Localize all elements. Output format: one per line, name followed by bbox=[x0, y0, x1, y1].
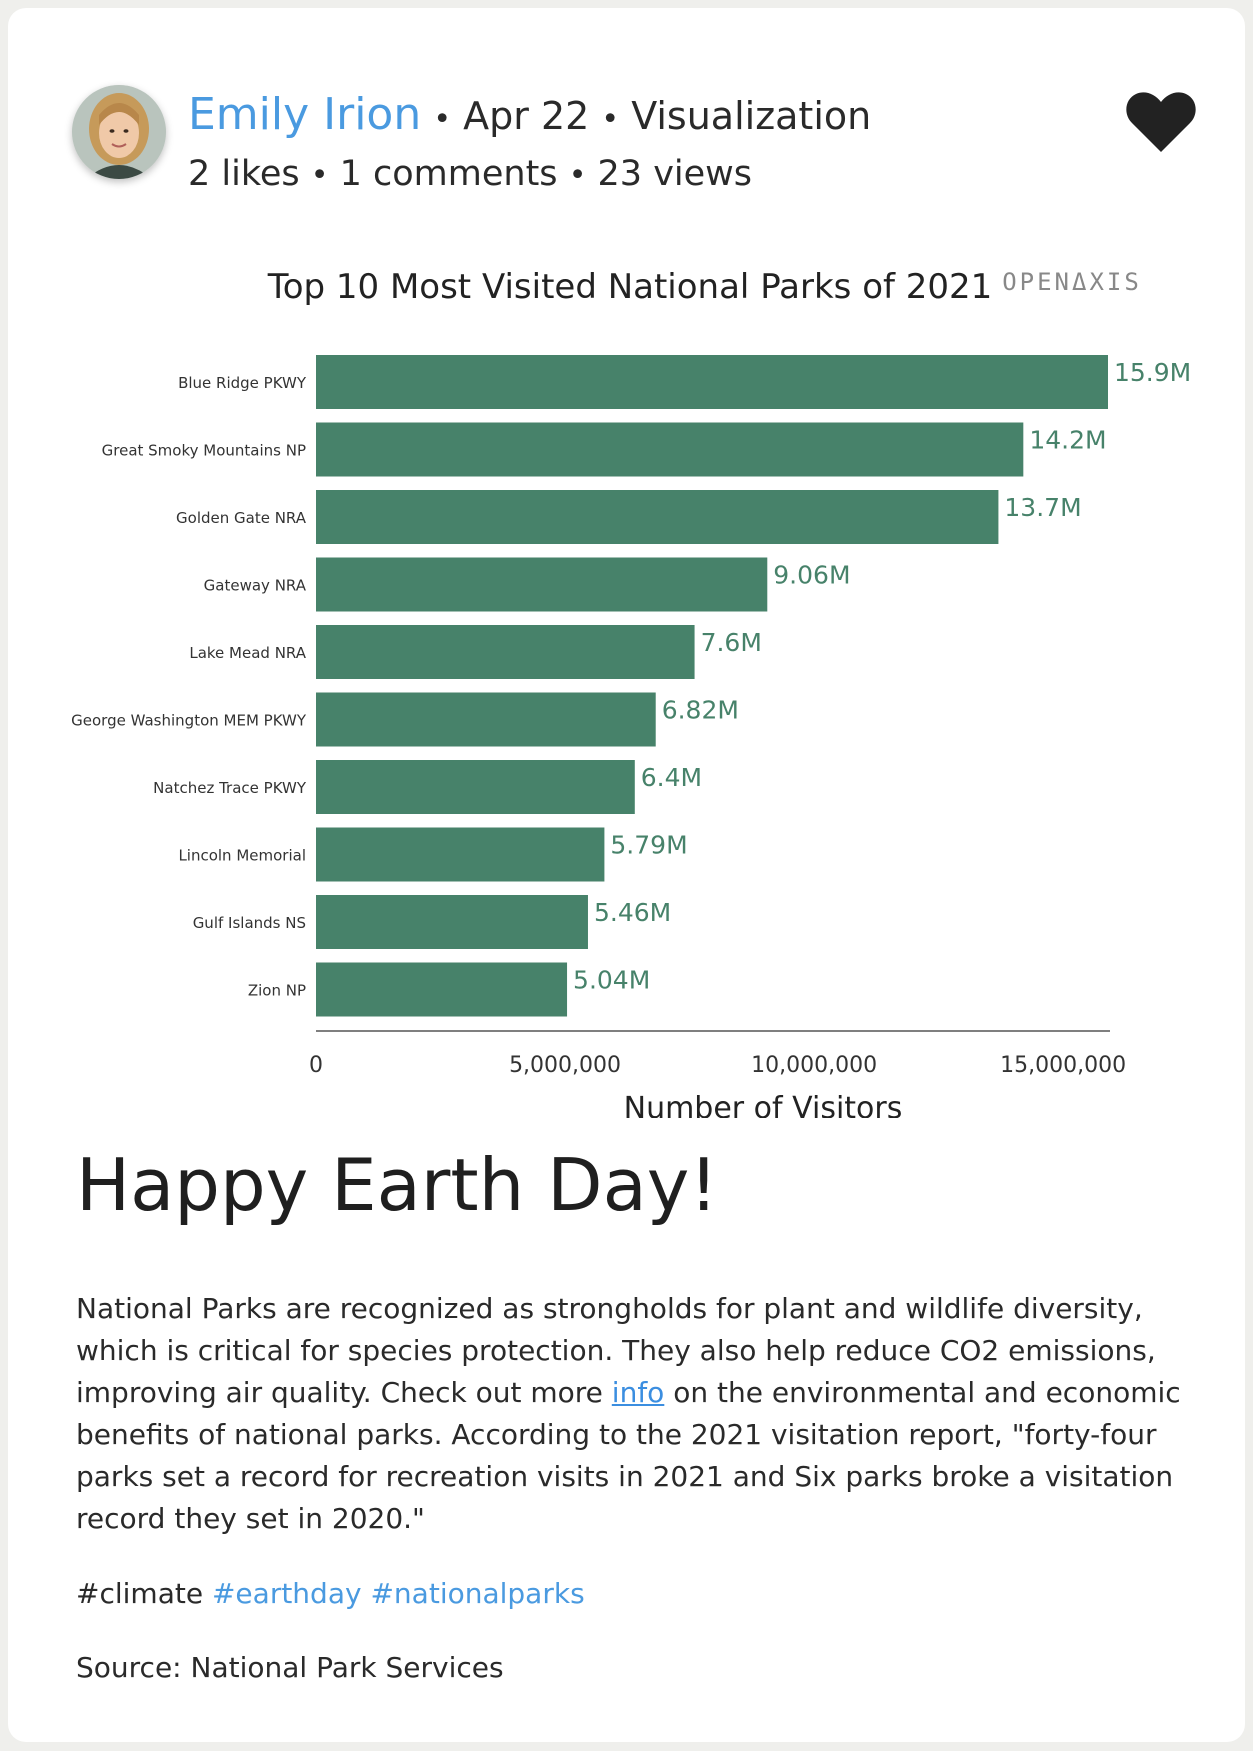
post-paragraph bbox=[76, 1288, 1196, 1540]
views-count: 23 views bbox=[597, 154, 753, 194]
bar[interactable] bbox=[316, 760, 635, 814]
category-label: Zion NP bbox=[247, 981, 306, 1000]
bar[interactable] bbox=[316, 693, 656, 747]
category-label: Gateway NRA bbox=[203, 576, 306, 595]
x-tick-label: 10,000,000 bbox=[751, 1053, 878, 1078]
source-value: National Park Services bbox=[190, 1651, 504, 1684]
data-label: 13.7M bbox=[1004, 493, 1082, 522]
x-tick-label: 0 bbox=[309, 1053, 323, 1078]
category-label: Gulf Islands NS bbox=[192, 914, 306, 932]
category-label: George Washington MEM PKWY bbox=[71, 711, 306, 730]
category-label: Lincoln Memorial bbox=[178, 846, 306, 865]
meta-separator: • bbox=[310, 158, 329, 193]
category-label: Lake Mead NRA bbox=[189, 644, 306, 662]
post-date: Apr 22 bbox=[463, 94, 590, 138]
x-tick-label: 5,000,000 bbox=[509, 1053, 622, 1078]
tag-list bbox=[76, 1574, 585, 1614]
bar[interactable] bbox=[316, 895, 588, 949]
meta-separator: • bbox=[601, 102, 620, 137]
bar[interactable] bbox=[316, 558, 767, 612]
paragraph-text-1: National Parks are recognized as strongholds for plant and wildlife diversity, which is critical for species protection. They also help reduce CO2 emissions, improving air quality. Check out more bbox=[76, 1292, 1156, 1409]
data-label: 5.46M bbox=[593, 898, 672, 927]
tag-nationalparks[interactable]: #nationalparks bbox=[370, 1577, 585, 1610]
comments-count: 1 comments bbox=[339, 154, 558, 194]
bar[interactable] bbox=[316, 355, 1108, 409]
data-label: 14.2M bbox=[1029, 425, 1107, 455]
category-label: Great Smoky Mountains NP bbox=[101, 441, 306, 460]
x-tick-label: 15,000,000 bbox=[1000, 1053, 1127, 1078]
paragraph-text-2: on the environmental and economic benefits of national parks. According to the 2021 visitation report, "forty-four parks set a record for recreation visits in 2021 and Six parks broke a visitation record they set in 2020." bbox=[76, 1376, 1181, 1535]
data-label: 6.82M bbox=[661, 695, 739, 725]
chart-watermark: OPENΔXIS bbox=[1002, 268, 1142, 296]
bar[interactable] bbox=[316, 625, 695, 679]
bar[interactable] bbox=[316, 963, 567, 1017]
likes-count: 2 likes bbox=[188, 154, 300, 194]
data-label: 5.79M bbox=[610, 830, 688, 860]
data-label: 9.06M bbox=[773, 560, 851, 590]
data-label: 7.6M bbox=[700, 628, 762, 657]
post-body bbox=[76, 1288, 1196, 1540]
meta-separator: • bbox=[568, 158, 587, 193]
category-label: Blue Ridge PKWY bbox=[178, 374, 306, 392]
bar[interactable] bbox=[316, 423, 1023, 477]
bars-layer bbox=[71, 355, 1191, 1017]
category-label: Natchez Trace PKWY bbox=[153, 779, 306, 797]
bar-chart bbox=[8, 8, 1245, 1118]
data-label: 6.4M bbox=[640, 763, 703, 792]
bar[interactable] bbox=[316, 828, 604, 882]
bar[interactable] bbox=[316, 490, 998, 544]
source-label: Source: bbox=[76, 1651, 182, 1684]
x-axis-label: Number of Visitors bbox=[623, 1091, 903, 1118]
data-label: 15.9M bbox=[1114, 358, 1192, 387]
data-label: 5.04M bbox=[573, 965, 651, 995]
x-axis-ticks bbox=[309, 1053, 1126, 1078]
source-line bbox=[76, 1648, 504, 1688]
post-card bbox=[8, 8, 1245, 1742]
post-heading: Happy Earth Day! bbox=[76, 1143, 719, 1227]
post-category[interactable]: Visualization bbox=[631, 94, 872, 138]
chart-title: Top 10 Most Visited National Parks of 2021 bbox=[267, 267, 993, 307]
tag-climate[interactable]: #climate bbox=[76, 1577, 204, 1610]
meta-separator: • bbox=[433, 102, 452, 137]
info-link[interactable]: info bbox=[611, 1376, 665, 1409]
author-name[interactable]: Emily Irion bbox=[188, 89, 422, 140]
category-label: Golden Gate NRA bbox=[176, 509, 306, 527]
tag-earthday[interactable]: #earthday bbox=[211, 1577, 362, 1610]
